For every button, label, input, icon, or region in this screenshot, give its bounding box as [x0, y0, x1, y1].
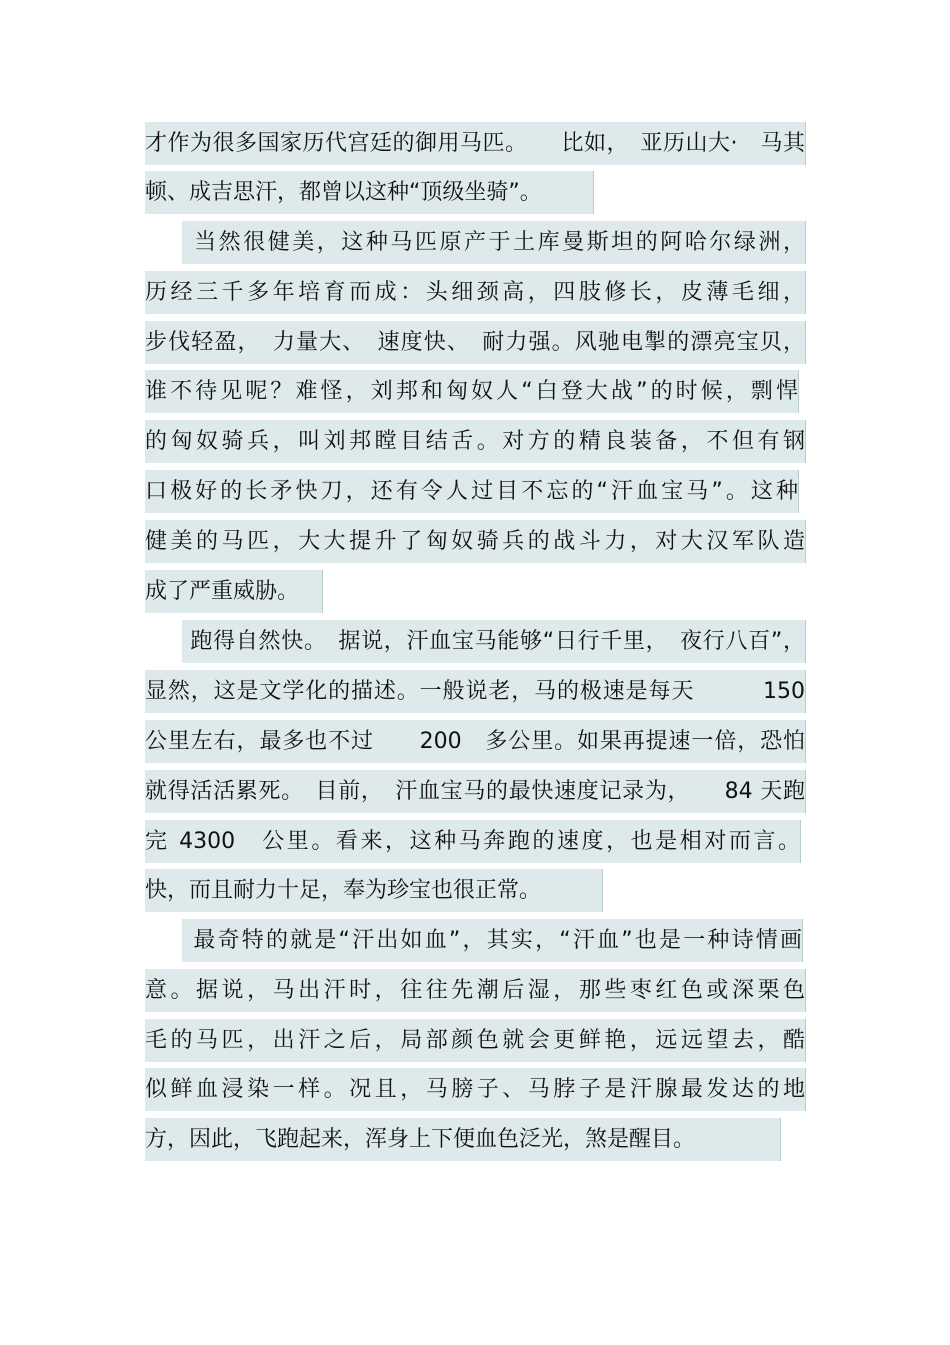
line-text: 成了严重威胁。 — [145, 579, 300, 604]
text-line — [145, 570, 323, 613]
line-text: 健美的马匹，大大提升了匈奴骑兵的战斗力，对大汉军队造 — [145, 529, 805, 554]
line-text: 毛的马匹，出汗之后，局部颜色就会更鲜艳，远远望去，酷 — [145, 1028, 805, 1053]
line-text: 最奇特的就是“汗出如血”，其实，“汗血”也是一种诗情画 — [145, 928, 802, 953]
text-line — [145, 470, 799, 513]
line-text: 显然，这是文学化的描述。一般说老，马的极速是每天 150 — [145, 679, 805, 704]
line-text: 意。据说，马出汗时，往往先潮后湿，那些枣红色或深栗色 — [145, 978, 805, 1003]
text-line — [145, 1019, 806, 1062]
line-text: 似鲜血浸染一样。况且，马膀子、马脖子是汗腺最发达的地 — [145, 1077, 805, 1102]
line-text: 当然很健美，这种马匹原产于土库曼斯坦的阿哈尔绿洲， — [145, 230, 805, 255]
text-line — [145, 321, 806, 364]
line-text: 就得活活累死。 目前， 汗血宝马的最快速度记录为， 84 天跑 — [145, 779, 805, 804]
line-text: 公里左右，最多也不过 200 多公里。如果再提速一倍，恐怕 — [145, 729, 805, 754]
text-line — [145, 271, 806, 314]
text-line — [145, 620, 806, 663]
line-text: 步伐轻盈， 力量大、 速度快、 耐力强。风驰电掣的漂亮宝贝， — [145, 330, 805, 355]
text-line — [145, 969, 806, 1012]
text-line — [145, 370, 799, 413]
text-line — [145, 919, 803, 962]
text-line — [145, 520, 806, 563]
text-line — [145, 720, 806, 763]
line-text: 跑得自然快。 据说，汗血宝马能够“日行千里， 夜行八百”， — [145, 629, 805, 654]
text-line — [145, 670, 806, 713]
line-text: 完 4300 公里。看来，这种马奔跑的速度，也是相对而言。 — [145, 829, 800, 854]
text-line — [145, 122, 806, 165]
line-text: 谁不待见呢？难怪，刘邦和匈奴人“白登大战”的时候，剽悍 — [145, 379, 798, 404]
text-line — [145, 1068, 806, 1111]
text-line — [145, 770, 806, 813]
text-line — [145, 171, 594, 214]
line-text: 快，而且耐力十足，奉为珍宝也很正常。 — [145, 878, 542, 903]
line-text: 顿、成吉思汗，都曾以这种“顶级坐骑”。 — [145, 180, 542, 205]
line-text: 的匈奴骑兵，叫刘邦瞠目结舌。对方的精良装备，不但有钢 — [145, 429, 805, 454]
line-text: 才作为很多国家历代宫廷的御用马匹。 比如， 亚历山大· 马其 — [145, 131, 805, 156]
line-text: 方，因此，飞跑起来，浑身上下便血色泛光，煞是醒目。 — [145, 1127, 696, 1152]
text-line — [145, 1118, 781, 1161]
text-line — [145, 221, 806, 264]
line-text: 历经三千多年培育而成：头细颈高，四肢修长，皮薄毛细， — [145, 280, 805, 305]
line-text: 口极好的长矛快刀，还有令人过目不忘的“汗血宝马”。这种 — [145, 479, 798, 504]
text-line — [145, 869, 603, 912]
text-line — [145, 420, 806, 463]
text-line — [145, 820, 801, 863]
